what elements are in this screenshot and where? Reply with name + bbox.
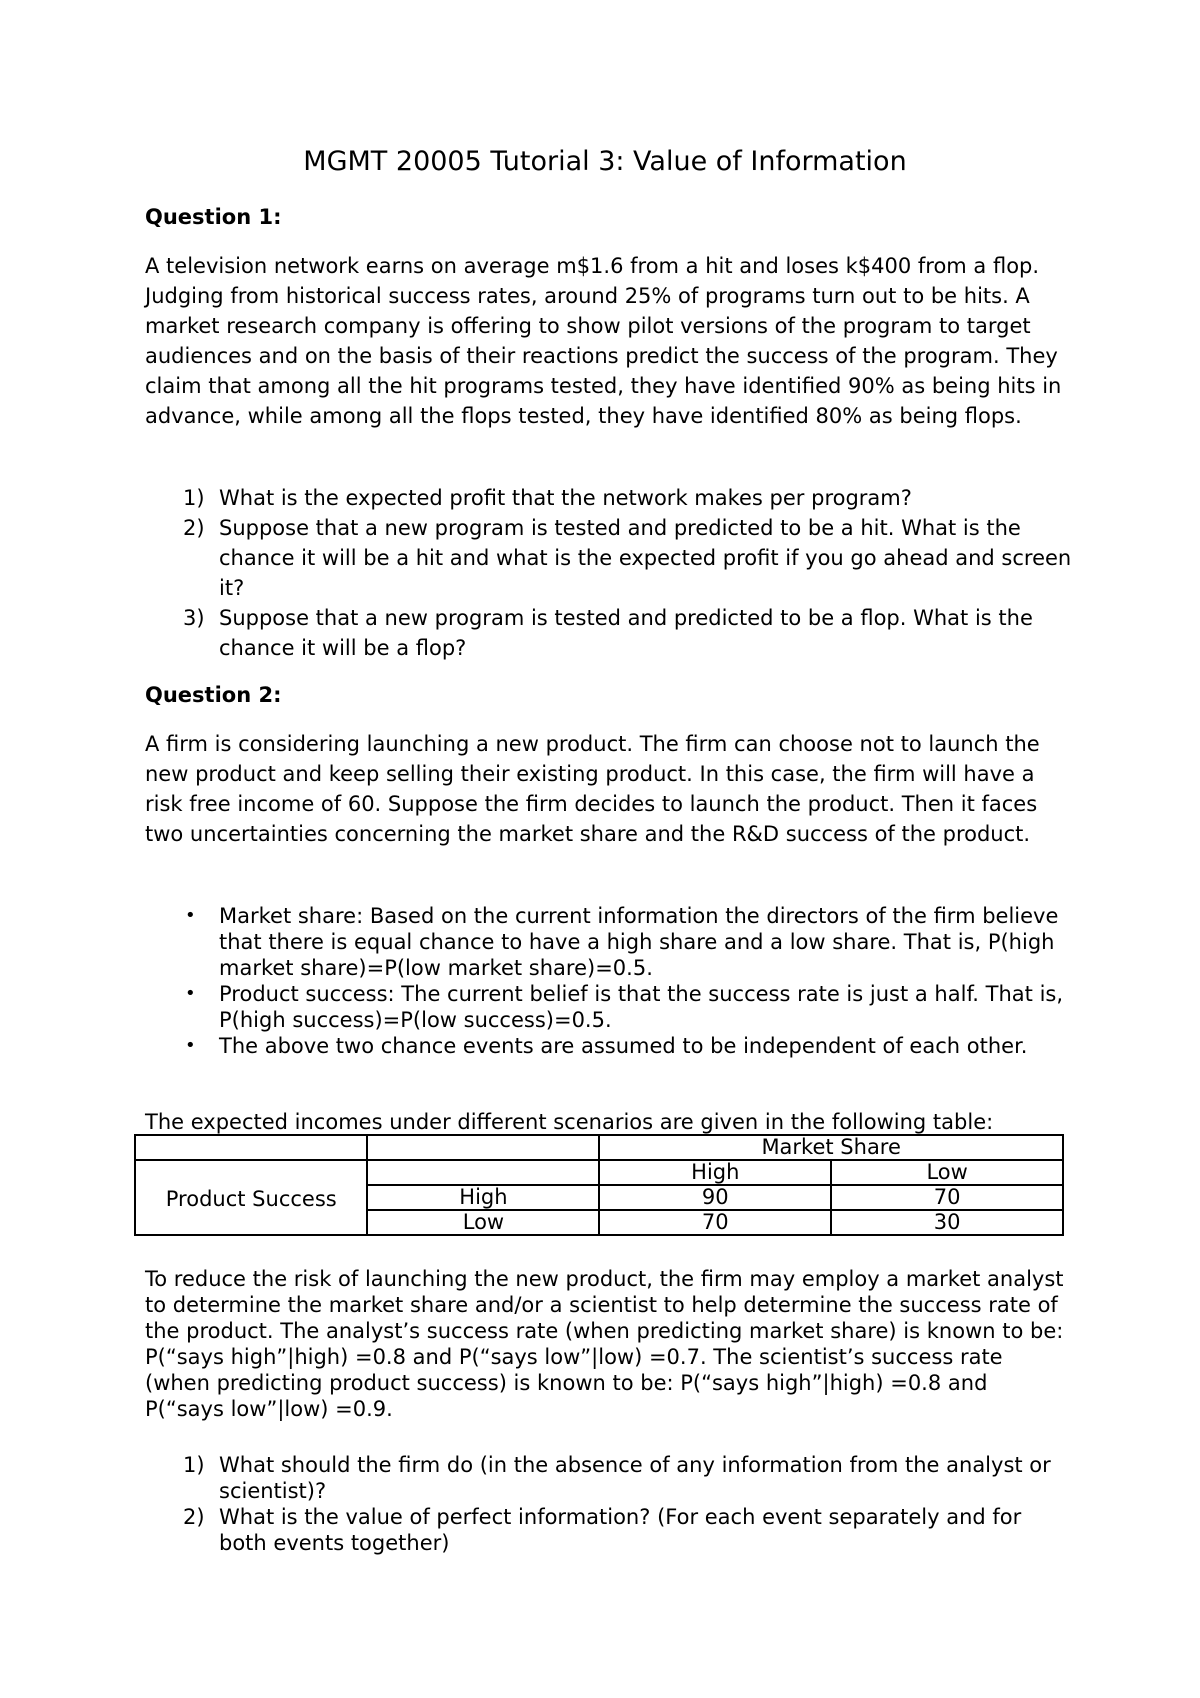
table-cell (135, 1135, 367, 1160)
list-item (145, 483, 1075, 513)
bullet-icon: • (185, 983, 196, 1004)
list-number: 1) (183, 486, 205, 510)
list-item-text: What is the value of perfect information? (For each event separately and for both events together) (219, 1505, 1022, 1555)
list-number: 1) (183, 1453, 205, 1477)
list-item-text: Suppose that a new program is tested and predicted to be a flop. What is the chance it will be a flop? (219, 606, 1033, 660)
table-intro: The expected incomes under different scenarios are given in the following table: (145, 1110, 994, 1134)
list-item (145, 903, 1075, 981)
document-title: MGMT 20005 Tutorial 3: Value of Information (303, 146, 907, 177)
list-item-text: What should the firm do (in the absence of any information from the analyst or scientist)? (219, 1453, 1051, 1503)
list-item-text: Product success: The current belief is that the success rate is just a half. That is, P(high success)=P(low success)=0.5. (219, 982, 1064, 1032)
list-item-text: Suppose that a new program is tested and predicted to be a hit. What is the chance it will be a hit and what is the expected profit if you go ahead and screen it? (219, 516, 1072, 600)
question-2-bullets (145, 903, 1075, 1059)
list-item (145, 603, 1075, 663)
table-header: Low (831, 1160, 1063, 1185)
table-row-label: Low (367, 1210, 599, 1235)
bullet-icon: • (185, 905, 196, 926)
list-item (145, 1504, 1075, 1556)
question-2-list (145, 1452, 1075, 1556)
question-2-text-2: To reduce the risk of launching the new product, the firm may employ a market analyst to determine the market share and/or a scientist to help determine the success rate of the product. The analyst’s success rate (when predicting market share) is known to be: P(“says high”|high) =0.8 and P(“says low”|low) =0.7. The scientist’s success rate (when predicting product success) is known to be: P(“says high”|high) =0.8 and P(“says low”|low) =0.9. (145, 1267, 1064, 1421)
income-table (134, 1134, 1064, 1236)
list-item-text: Market share: Based on the current information the directors of the firm believe that there is equal chance to have a high share and a low share. That is, P(high market share)=P(low market share)=0.5. (219, 904, 1059, 980)
question-1-text: A television network earns on average m$1.6 from a hit and loses k$400 from a flop. Judging from historical success rates, around 25% of programs turn out to be hits. A market research company is offering to show pilot versions of the program to target audiences and on the basis of their reactions predict the success of the program. They claim that among all the hit programs tested, they have identified 90% as being hits in advance, while among all the flops tested, they have identified 80% as being flops. (145, 254, 1062, 428)
product-success-label: Product Success (165, 1187, 337, 1211)
table-cell: 70 (831, 1185, 1063, 1210)
table-cell: 70 (599, 1210, 831, 1235)
bullet-icon: • (185, 1035, 196, 1056)
list-item (145, 513, 1075, 603)
table-cell: 30 (831, 1210, 1063, 1235)
list-item (145, 1452, 1075, 1504)
table-header: Market Share (599, 1135, 1063, 1160)
list-item-text: What is the expected profit that the network makes per program? (219, 486, 912, 510)
list-number: 2) (183, 516, 205, 540)
question-1-list (145, 483, 1075, 663)
question-1-heading: Question 1: (145, 205, 282, 229)
question-2-heading: Question 2: (145, 683, 282, 707)
table-cell (367, 1135, 599, 1160)
list-item-text: The above two chance events are assumed to be independent of each other. (219, 1034, 1028, 1058)
table-cell: 90 (599, 1185, 831, 1210)
table-cell (367, 1160, 599, 1185)
list-item (145, 1033, 1075, 1059)
table-row-header (135, 1160, 367, 1235)
list-item (145, 981, 1075, 1033)
table-row-label: High (367, 1185, 599, 1210)
table-header: High (599, 1160, 831, 1185)
list-number: 2) (183, 1505, 205, 1529)
list-number: 3) (183, 606, 205, 630)
question-2-text: A firm is considering launching a new product. The firm can choose not to launch the new product and keep selling their existing product. In this case, the firm will have a risk free income of 60. Suppose the firm decides to launch the product. Then it faces two uncertainties concerning the market share and the R&D success of the product. (145, 732, 1040, 846)
